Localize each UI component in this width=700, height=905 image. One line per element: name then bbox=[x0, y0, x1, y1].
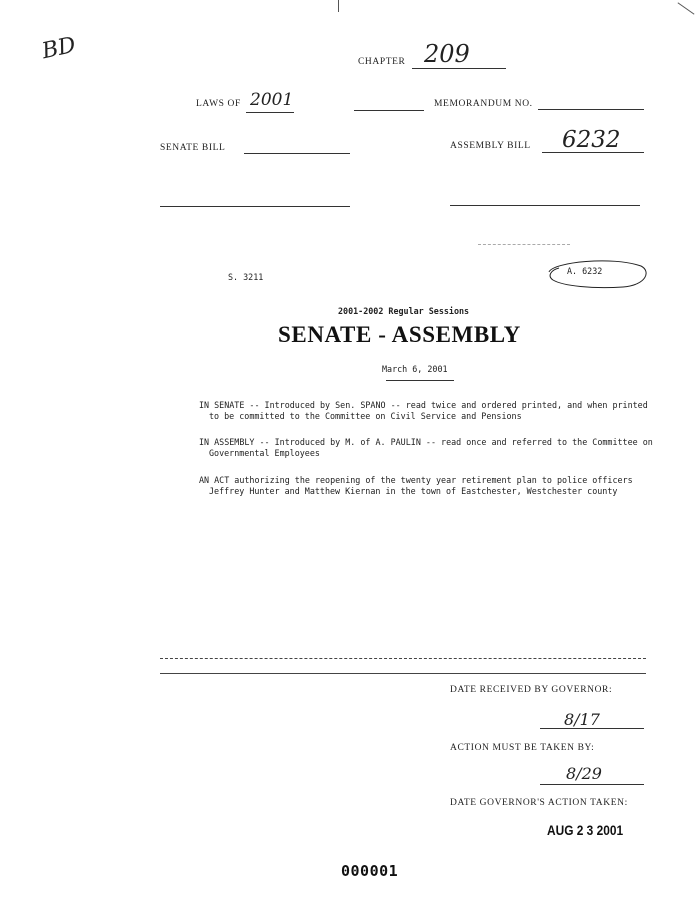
act-description: AN ACT authorizing the reopening of the twenty year retirement plan to police officers Jeffrey Hunter and Matthew Kiernan in the town of Eastchester, Westchester county bbox=[199, 475, 633, 496]
separator-line-2 bbox=[160, 673, 646, 674]
separator-line-1 bbox=[160, 658, 646, 659]
action-taken-stamp: AUG 2 3 2001 bbox=[547, 822, 624, 838]
laws-of-label: LAWS OF bbox=[196, 99, 241, 109]
chapter-value: 209 bbox=[424, 40, 470, 68]
assembly-bill-label: ASSEMBLY BILL bbox=[450, 141, 531, 151]
blank-line-left bbox=[160, 206, 350, 207]
assembly-bill-underline bbox=[542, 152, 644, 153]
chapter-underline bbox=[412, 68, 506, 69]
document-title: SENATE - ASSEMBLY bbox=[278, 322, 521, 347]
laws-of-underline bbox=[246, 112, 294, 113]
corner-mark: BD bbox=[39, 32, 79, 65]
senate-bill-number: S. 3211 bbox=[228, 272, 264, 282]
assembly-bill-number: A. 6232 bbox=[567, 266, 603, 276]
page-number: 000001 bbox=[341, 862, 399, 880]
memorandum-label: MEMORANDUM NO. bbox=[434, 99, 533, 109]
faint-dash-line bbox=[478, 244, 570, 245]
date-underline bbox=[386, 380, 454, 381]
governor-received-underline bbox=[540, 728, 644, 729]
blank-line-mid bbox=[354, 110, 424, 111]
action-taken-label: DATE GOVERNOR'S ACTION TAKEN: bbox=[450, 798, 628, 808]
scan-artifact-top bbox=[338, 0, 339, 12]
senate-bill-label: SENATE BILL bbox=[160, 143, 226, 153]
intro-senate: IN SENATE -- Introduced by Sen. SPANO -- read twice and ordered printed, and when printed to be committed to the Committee on Civil Service and Pensions bbox=[199, 400, 648, 421]
assembly-bill-value: 6232 bbox=[562, 127, 621, 153]
action-by-underline bbox=[540, 784, 644, 785]
chapter-label: CHAPTER bbox=[358, 57, 406, 67]
action-by-label: ACTION MUST BE TAKEN BY: bbox=[450, 743, 595, 753]
laws-of-value: 2001 bbox=[250, 90, 294, 110]
blank-line-right bbox=[450, 205, 640, 206]
action-by-value: 8/29 bbox=[566, 764, 602, 783]
senate-bill-underline bbox=[244, 153, 350, 154]
bill-date: March 6, 2001 bbox=[382, 364, 448, 374]
memorandum-underline bbox=[538, 109, 644, 110]
governor-received-label: DATE RECEIVED BY GOVERNOR: bbox=[450, 685, 613, 695]
scan-artifact-corner bbox=[678, 2, 695, 14]
intro-assembly: IN ASSEMBLY -- Introduced by M. of A. PAULIN -- read once and referred to the Committee on Governmental Employees bbox=[199, 437, 653, 458]
governor-received-value: 8/17 bbox=[564, 710, 600, 729]
session-line: 2001-2002 Regular Sessions bbox=[338, 306, 470, 316]
